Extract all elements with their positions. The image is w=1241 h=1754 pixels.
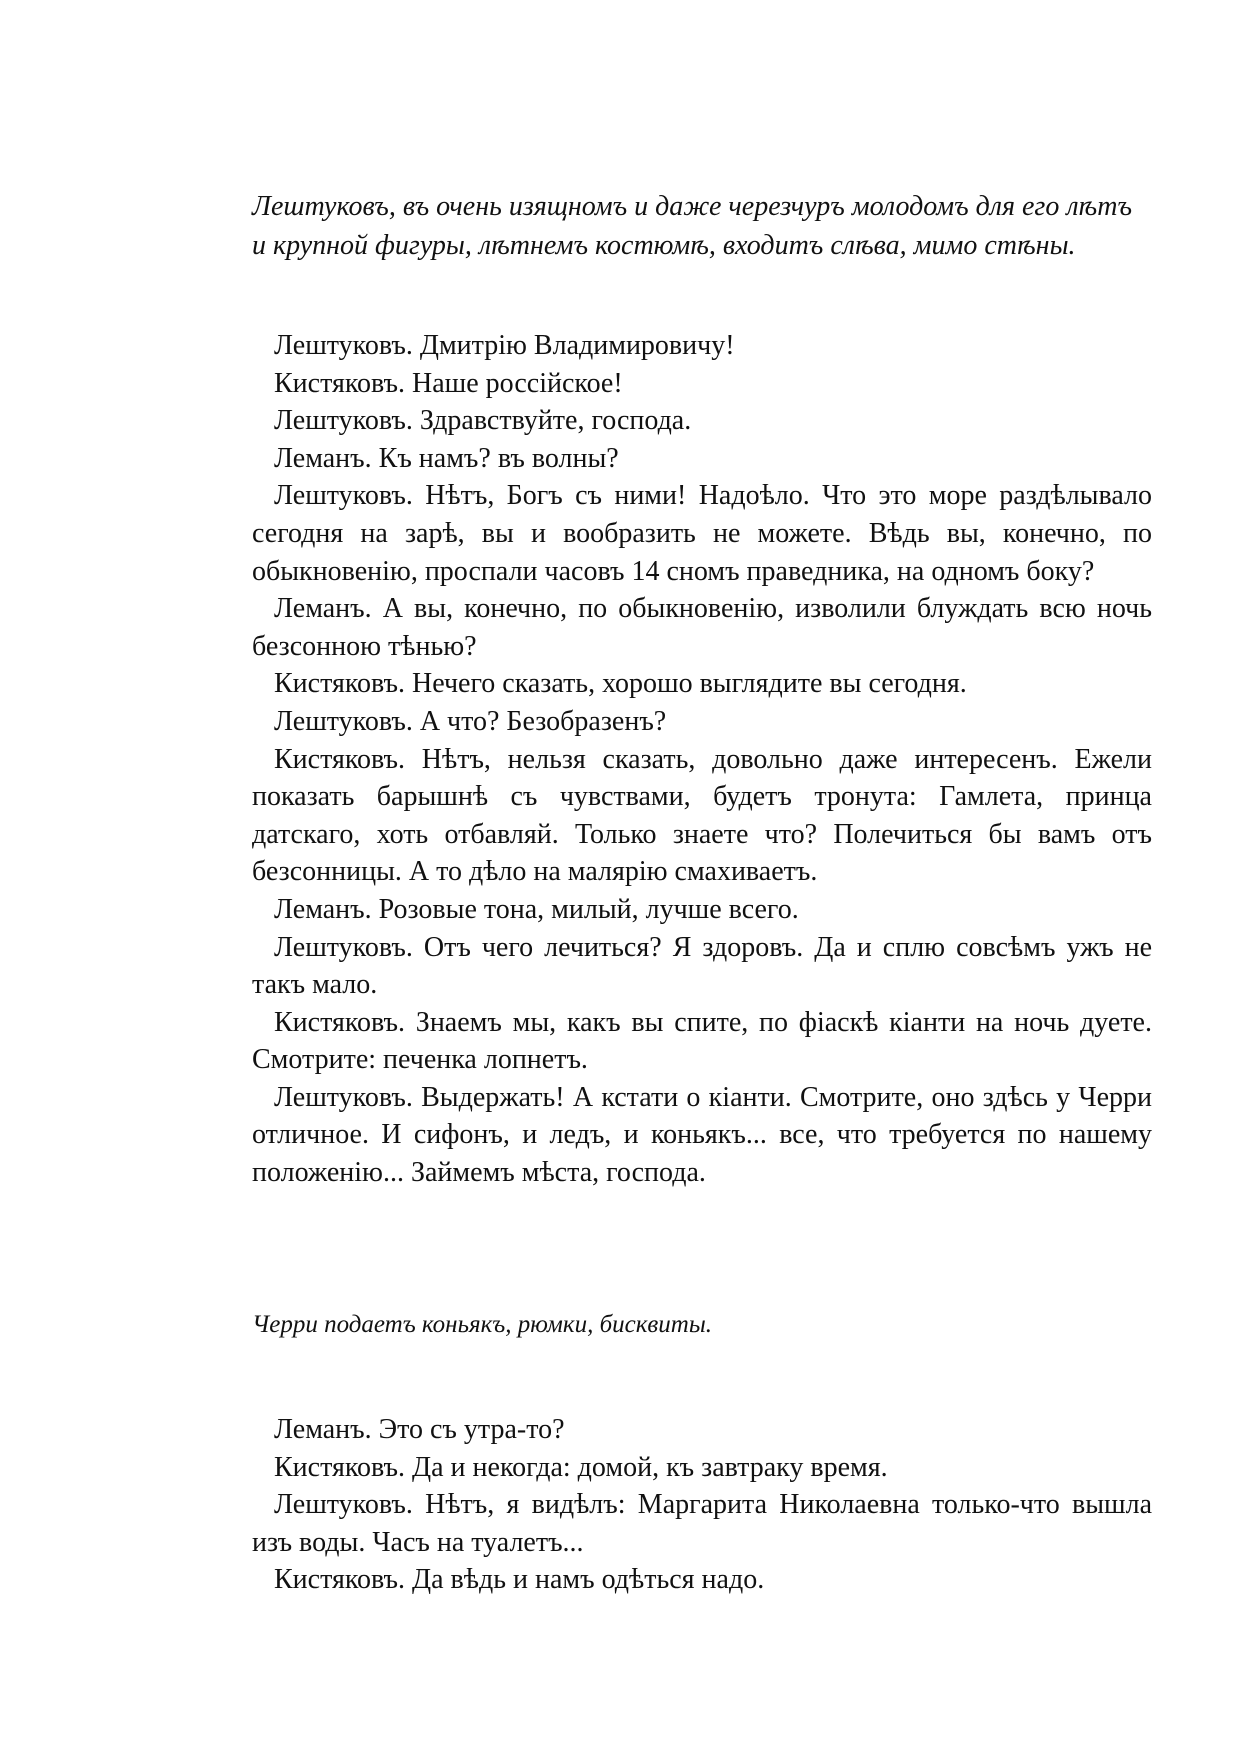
dialogue-block-2: [252, 1411, 1152, 1599]
dialogue-line: Лештуковъ. Выдержать! А кстати о кіанти. Смотрите, оно здѣсь у Черри отличное. И сифонъ, и ледъ, и коньякъ... все, что требуется по нашему положенію... Займемъ мѣста, господа.: [252, 1081, 1152, 1189]
dialogue-line: Лештуковъ. Отъ чего лечиться? Я здоровъ. Да и сплю совсѣмъ ужъ не такъ мало.: [252, 931, 1152, 1001]
dialogue-line: Кистяковъ. Да и некогда: домой, къ завтраку время.: [274, 1451, 888, 1483]
dialogue-line: Лештуковъ. Нѣтъ, я видѣлъ: Маргарита Николаевна только-что вышла изъ воды. Часъ на туалетъ...: [252, 1489, 1152, 1558]
dialogue-line: Кистяковъ. Наше россійское!: [274, 367, 623, 399]
dialogue-line: Кистяковъ. Нѣтъ, нельзя сказать, довольно даже интересенъ. Ежели показать барышнѣ съ чувствами, будетъ тронута: Гамлета, принца датскаго, хоть отбавляй. Только знаете что? Полечиться бы вамъ отъ безсонницы. А то дѣло на малярію смахиваетъ.: [252, 743, 1152, 888]
dialogue-line: Кистяковъ. Нечего сказать, хорошо выглядите вы сегодня.: [274, 668, 967, 700]
stage-direction-entrance: Лештуковъ, въ очень изящномъ и даже черезчуръ молодомъ для его лѣтъ и крупной фигуры, лѣтнемъ костюмѣ, входитъ слѣва, мимо стѣны.: [252, 191, 1132, 261]
dialogue-line: Лештуковъ. А что? Безобразенъ?: [274, 705, 667, 737]
dialogue-line: Леманъ. Къ намъ? въ волны?: [274, 442, 619, 474]
dialogue-block-1: [252, 327, 1152, 1192]
dialogue-line: Кистяковъ. Знаемъ мы, какъ вы спите, по фіаскѣ кіанти на ночь дуете. Смотрите: печенка лопнетъ.: [252, 1006, 1152, 1076]
dialogue-line: Кистяковъ. Да вѣдь и намъ одѣться надо.: [274, 1564, 765, 1596]
dialogue-line: Лештуковъ. Здравствуйте, господа.: [274, 405, 692, 437]
dialogue-line: Леманъ. Это съ утра-то?: [274, 1414, 565, 1445]
stage-direction-serving: Черри подаетъ коньякъ, рюмки, бисквиты.: [252, 1311, 713, 1338]
dialogue-line: Лештуковъ. Дмитрію Владимировичу!: [274, 330, 735, 361]
dialogue-line: Леманъ. Розовые тона, милый, лучше всего.: [274, 893, 799, 925]
dialogue-line: Леманъ. А вы, конечно, по обыкновенію, изволили блуждать всю ночь безсонною тѣнью?: [252, 593, 1152, 662]
dialogue-line: Лештуковъ. Нѣтъ, Богъ съ ними! Надоѣло. Что это море раздѣлывало сегодня на зарѣ, вы и вообразить не можете. Вѣдь вы, конечно, по обыкновенію, проспали часовъ 14 сномъ праведника, на одномъ боку?: [252, 480, 1152, 587]
